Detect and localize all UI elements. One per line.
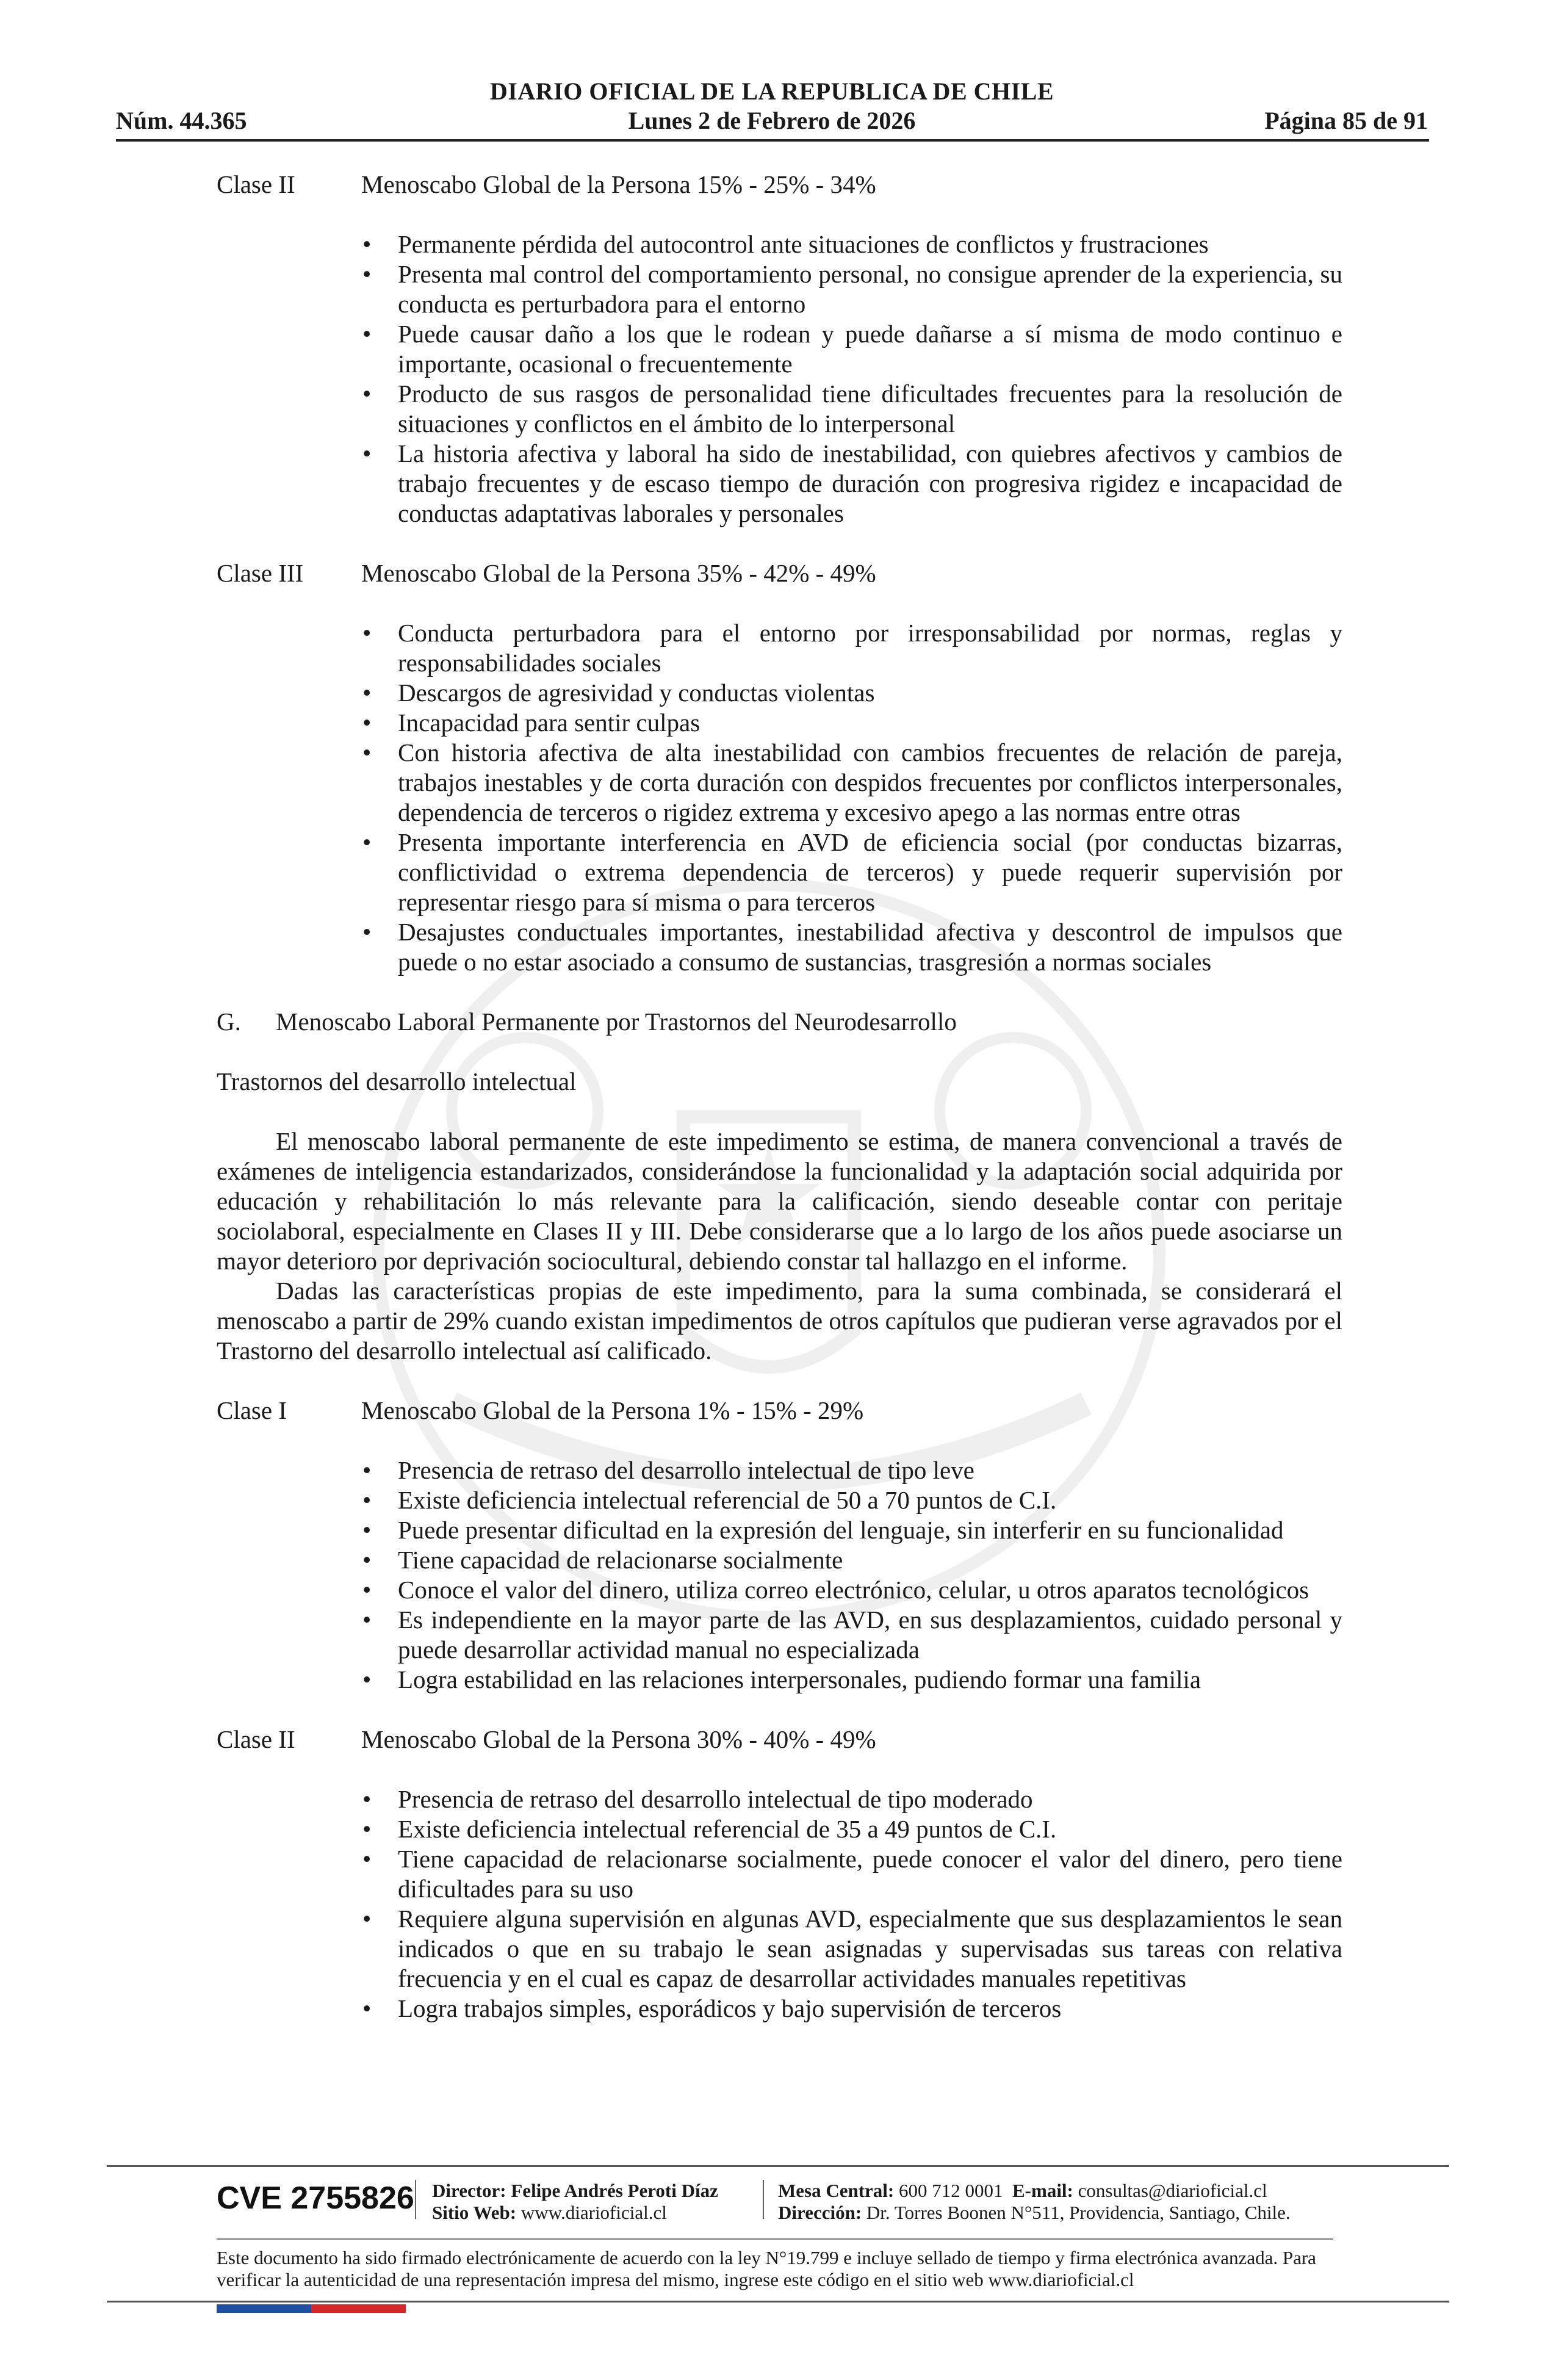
footer-contact-info <box>778 2180 1291 2224</box>
footer-separator <box>763 2180 764 2219</box>
footer-divider <box>107 2165 1449 2167</box>
class-description: Menoscabo Global de la Persona 15% - 25% - 34% <box>361 170 876 198</box>
footer-divider <box>217 2238 1333 2240</box>
class-heading <box>217 170 1342 200</box>
list-item: • Presenta importante interferencia en AVD de eficiencia social (por conductas bizarras, conflictividad o extrema dependencia de terceros) y puede requerir supervisión por representar riesgo para sí misma o para terceros <box>398 828 1342 917</box>
list-item: • Requiere alguna supervisión en algunas AVD, especialmente que sus desplazamientos le sean indicados o que en su trabajo le sean asignadas y supervisadas sus tareas con relativa frecuencia y en el cual es capaz de desarrollar actividades manuales repetitivas <box>398 1904 1342 1994</box>
flag-stripe-blue <box>217 2304 311 2313</box>
address: Dr. Torres Boonen N°511, Providencia, Santiago, Chile. <box>866 2202 1291 2223</box>
legal-notice: Este documento ha sido firmado electrónicamente de acuerdo con la ley N°19.799 e incluye sellado de tiempo y firma electrónica avanzada. Para verificar la autenticidad de una representación impresa del mismo, ingrese este código en el sitio web www.diarioficial.cl <box>217 2247 1316 2290</box>
footer-director-info <box>432 2180 718 2224</box>
list-item: • La historia afectiva y laboral ha sido de inestabilidad, con quiebres afectivos y cambios de trabajo frecuentes y de escaso tiempo de duración con progresiva rigidez e incapacidad de conductas adaptativas laborales y personales <box>398 439 1342 528</box>
section-title: Menoscabo Laboral Permanente por Trastornos del Neurodesarrollo <box>276 1008 957 1036</box>
footer-divider <box>107 2301 1449 2302</box>
email-link[interactable]: consultas@diarioficial.cl <box>1078 2180 1267 2201</box>
list-item: • Tiene capacidad de relacionarse socialmente, puede conocer el valor del dinero, pero tiene dificultades para su uso <box>398 1844 1342 1904</box>
bullet-list <box>217 1784 1342 2024</box>
list-item: • Producto de sus rasgos de personalidad tiene dificultades frecuentes para la resolución de situaciones y conflictos en el ámbito de lo interpersonal <box>398 379 1342 439</box>
footer-separator <box>415 2180 416 2219</box>
list-item: • Presencia de retraso del desarrollo intelectual de tipo leve <box>398 1455 1342 1485</box>
address-label: Dirección: <box>778 2202 862 2223</box>
section-heading <box>217 1007 1342 1037</box>
paragraph: El menoscabo laboral permanente de este impedimento se estima, de manera convencional a través de exámenes de inteligencia estandarizados, considerándose la funcionalidad y la adaptación social adquirida por educación y rehabilitación lo más relevante para la calificación, siendo deseable contar con peritaje sociolaboral, especialmente en Clases II y III. Debe considerarse que a lo largo de los años puede asociarse un mayor deterioro por deprivación sociocultural, debiendo constar tal hallazgo en el informe. <box>217 1127 1342 1275</box>
list-item: • Presenta mal control del comportamiento personal, no consigue aprender de la experiencia, su conducta es perturbadora para el entorno <box>398 259 1342 319</box>
class-heading <box>217 1396 1342 1426</box>
class-description: Menoscabo Global de la Persona 1% - 15% - 29% <box>361 1396 864 1424</box>
bullet-list <box>217 229 1342 528</box>
paragraph-block <box>217 1127 1342 1366</box>
gazette-title: DIARIO OFICIAL DE LA REPUBLICA DE CHILE <box>489 78 1054 105</box>
phone-label: Mesa Central: <box>778 2180 895 2201</box>
class-label: Clase II <box>217 170 295 198</box>
list-item: • Existe deficiencia intelectual referencial de 50 a 70 puntos de C.I. <box>398 1485 1342 1515</box>
list-item: • Puede causar daño a los que le rodean y puede dañarse a sí misma de modo continuo e importante, ocasional o frecuentemente <box>398 319 1342 379</box>
list-item: • Logra estabilidad en las relaciones interpersonales, pudiendo formar una familia <box>398 1665 1342 1695</box>
class-heading <box>217 558 1342 588</box>
list-item: • Puede presentar dificultad en la expresión del lenguaje, sin interferir en su funcionalidad <box>398 1515 1342 1545</box>
list-item: • Conoce el valor del dinero, utiliza correo electrónico, celular, u otros aparatos tecnológicos <box>398 1575 1342 1605</box>
list-item: • Logra trabajos simples, esporádicos y bajo supervisión de terceros <box>398 1994 1342 2024</box>
list-item: • Con historia afectiva de alta inestabilidad con cambios frecuentes de relación de pareja, trabajos inestables y de corta duración con despidos frecuentes por conflictos interpersonales, dependencia de terceros o rigidez extrema y excesivo apego a las normas entre otras <box>398 738 1342 828</box>
section-letter: G. <box>217 1008 241 1036</box>
issue-number: Núm. 44.365 <box>116 107 247 134</box>
flag-stripe-red <box>311 2304 406 2313</box>
class-label: Clase I <box>217 1396 287 1424</box>
director-label: Director: <box>432 2180 506 2201</box>
director-name: Felipe Andrés Peroti Díaz <box>511 2180 718 2201</box>
class-label: Clase II <box>217 1725 295 1753</box>
bullet-list <box>217 618 1342 977</box>
class-description: Menoscabo Global de la Persona 35% - 42% - 49% <box>361 559 876 587</box>
phone-number: 600 712 0001 <box>899 2180 1003 2201</box>
paragraph: Dadas las características propias de este impedimento, para la suma combinada, se considerará el menoscabo a partir de 29% cuando existan impedimentos de otros capítulos que pudieran verse agravados por el Trastorno del desarrollo intelectual así calificado. <box>217 1277 1342 1365</box>
list-item: • Existe deficiencia intelectual referencial de 35 a 49 puntos de C.I. <box>398 1814 1342 1844</box>
class-label: Clase III <box>217 559 304 587</box>
website-label: Sitio Web: <box>432 2202 517 2223</box>
issue-date: Lunes 2 de Febrero de 2026 <box>628 107 916 134</box>
email-label: E-mail: <box>1012 2180 1073 2201</box>
class-description: Menoscabo Global de la Persona 30% - 40% - 49% <box>361 1725 876 1753</box>
website-link[interactable]: www.diarioficial.cl <box>520 2202 667 2223</box>
list-item: • Es independiente en la mayor parte de las AVD, en sus desplazamientos, cuidado personal y puede desarrollar actividad manual no especializada <box>398 1605 1342 1665</box>
class-heading <box>217 1725 1342 1754</box>
cve-code: CVE 2755826 <box>217 2180 414 2216</box>
page-number: Página 85 de 91 <box>1264 107 1428 134</box>
subsection-heading: Trastornos del desarrollo intelectual <box>217 1067 577 1095</box>
list-item: • Tiene capacidad de relacionarse socialmente <box>398 1545 1342 1575</box>
list-item: • Conducta perturbadora para el entorno por irresponsabilidad por normas, reglas y responsabilidades sociales <box>398 618 1342 678</box>
list-item: • Incapacidad para sentir culpas <box>398 708 1342 738</box>
list-item: • Desajustes conductuales importantes, inestabilidad afectiva y descontrol de impulsos que puede o no estar asociado a consumo de sustancias, trasgresión a normas sociales <box>398 917 1342 977</box>
bullet-list <box>217 1455 1342 1695</box>
page-header <box>116 72 1428 145</box>
list-item: • Presencia de retraso del desarrollo intelectual de tipo moderado <box>398 1784 1342 1814</box>
list-item: • Permanente pérdida del autocontrol ante situaciones de conflictos y frustraciones <box>398 229 1342 259</box>
list-item: • Descargos de agresividad y conductas violentas <box>398 678 1342 708</box>
document-body <box>217 170 1342 2054</box>
header-divider <box>116 139 1429 142</box>
